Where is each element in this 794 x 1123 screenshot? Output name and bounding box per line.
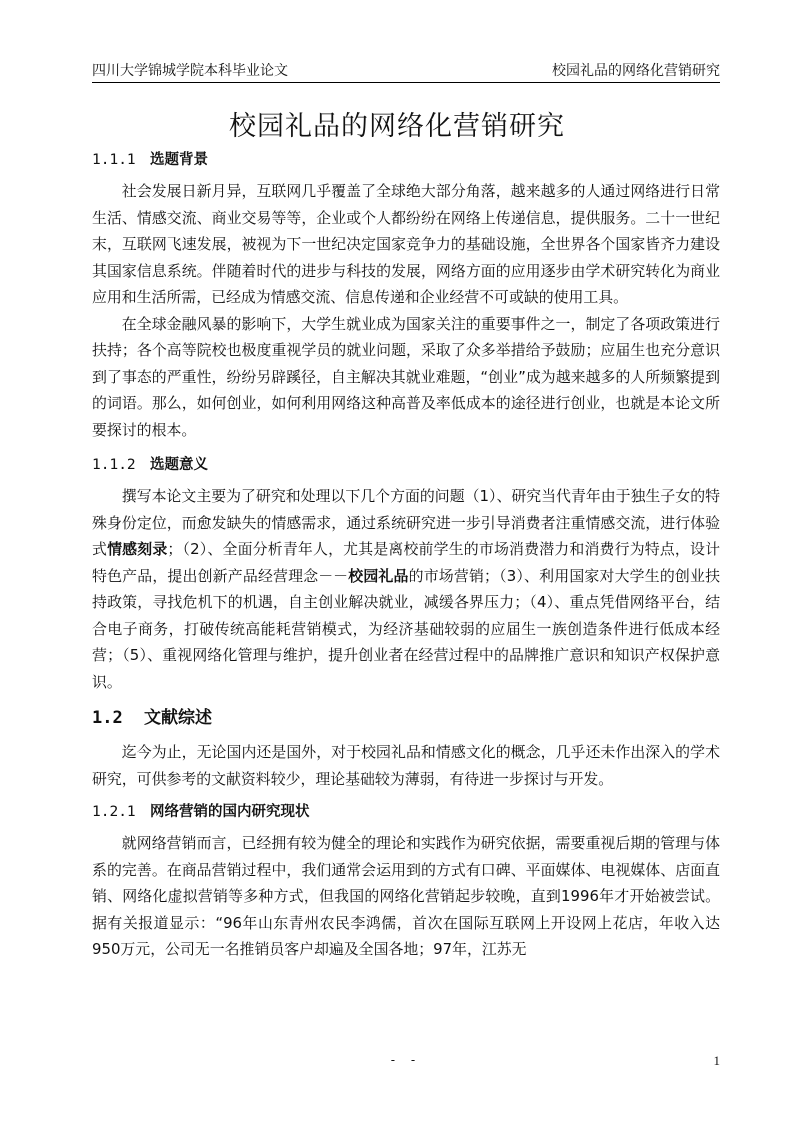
footer-center-text: - - bbox=[390, 1053, 422, 1067]
section-number: 1.2 bbox=[92, 708, 123, 728]
page-footer bbox=[92, 1053, 720, 1073]
body-content bbox=[92, 150, 720, 963]
section-number: 1.1.1 bbox=[92, 152, 136, 168]
section-heading-1-2 bbox=[92, 707, 720, 729]
section-number: 1.1.2 bbox=[92, 457, 136, 473]
paper-title: 校园礼品的网络化营销研究 bbox=[229, 111, 565, 142]
section-title: 选题背景 bbox=[150, 152, 208, 168]
bold-term: 校园礼品 bbox=[348, 566, 409, 585]
text-run: ；（2）、全面分析青年人，尤其是离校前学生的市场消费潜力和消费行为特点，设计特色产品，提出创新产品经营理念－－ bbox=[92, 540, 720, 585]
page-header bbox=[92, 60, 720, 83]
paragraph: 迄今为止，无论国内还是国外，对于校园礼品和情感文化的概念，几乎还未作出深入的学术研究，可供参考的文献资料较少，理论基础较为薄弱，有待进一步探讨与开发。 bbox=[92, 743, 720, 788]
section-title: 文献综述 bbox=[144, 708, 212, 728]
section-heading-1-1-1 bbox=[92, 150, 720, 170]
section-title: 网络营销的国内研究现状 bbox=[150, 804, 310, 820]
section-number: 1.2.1 bbox=[92, 804, 136, 820]
header-right-text: 校园礼品的网络化营销研究 bbox=[552, 63, 720, 79]
section-heading-1-1-2 bbox=[92, 455, 720, 475]
text-run: 撰写本论文主要为了研究和处理以下几个方面的问题（1）、研究当代青年由于独生子女的特殊身份定位，而愈发缺失的情感需求，通过系统研究进一步引导消费者注重情感交流，进行体验式 bbox=[92, 487, 720, 558]
paragraph: 在全球金融风暴的影响下，大学生就业成为国家关注的重要事件之一，制定了各项政策进行扶持；各个高等院校也极度重视学员的就业问题，采取了众多举措给予鼓励；应届生也充分意识到了事态的严重性，纷纷另辟蹊径，自主解决其就业难题，“创业”成为越来越多的人所频繁提到的词语。那么，如何创业，如何利用网络这种高普及率低成本的途径进行创业，也就是本论文所要探讨的根本。 bbox=[92, 314, 720, 439]
text-run: 的市场营销；（3）、利用国家对大学生的创业扶持政策，寻找危机下的机遇，自主创业解决就业，减缓各界压力；（4）、重点凭借网络平台，结合电子商务，打破传统高能耗营销模式，为经济基础较弱的应届生一族创造条件进行低成本经营；（5）、重视网络化管理与维护，提升创业者在经营过程中的品牌推广意识和知识产权保护意识。 bbox=[92, 566, 720, 691]
paragraph bbox=[92, 483, 720, 695]
bold-term: 情感刻录 bbox=[107, 540, 168, 558]
section-heading-1-2-1 bbox=[92, 802, 720, 822]
paragraph: 就网络营销而言，已经拥有较为健全的理论和实践作为研究依据，需要重视后期的管理与体系的完善。在商品营销过程中，我们通常会运用到的方式有口碑、平面媒体、电视媒体、店面直销、网络化虚拟营销等多种方式，但我国的网络化营销起步较晚，直到1996年才开始被尝试。据有关报道显示：“96年山东青州农民李鸿儒，首次在国际互联网上开设网上花店，年收入达950万元，公司无一名推销员客户却遍及全国各地；97年，江苏无 bbox=[92, 834, 720, 958]
page-number: 1 bbox=[713, 1053, 720, 1068]
paragraph: 社会发展日新月异，互联网几乎覆盖了全球绝大部分角落，越来越多的人通过网络进行日常生活、情感交流、商业交易等等，企业或个人都纷纷在网络上传递信息，提供服务。二十一世纪末，互联网飞速发展，被视为下一世纪决定国家竞争力的基础设施，全世界各个国家皆齐力建设其国家信息系统。伴随着时代的进步与科技的发展，网络方面的应用逐步由学术研究转化为商业应用和生活所需，已经成为情感交流、信息传递和企业经营不可或缺的使用工具。 bbox=[92, 182, 720, 306]
section-title: 选题意义 bbox=[150, 457, 208, 473]
header-left-text: 四川大学锦城学院本科毕业论文 bbox=[92, 63, 288, 79]
